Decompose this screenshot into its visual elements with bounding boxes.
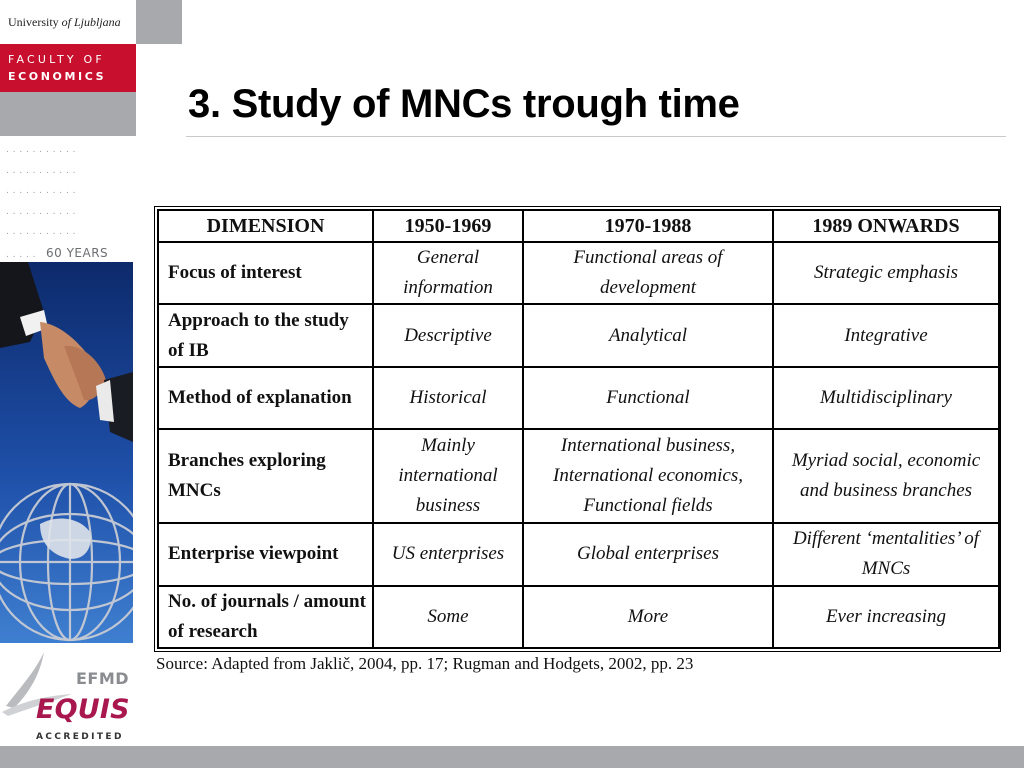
row-dimension: Approach to the study of IB (158, 304, 373, 366)
row-cell: Myriad social, economic and business branches (773, 429, 999, 523)
handshake-globe-image (0, 262, 133, 643)
header-grey-tab (136, 0, 182, 44)
source-citation: Source: Adapted from Jaklič, 2004, pp. 17; Rugman and Hodgets, 2002, pp. 23 (156, 654, 694, 673)
equis-label: EQUIS (36, 694, 130, 725)
comparison-table (154, 206, 1001, 652)
dot-row: ........... (6, 165, 80, 176)
table-row (158, 242, 999, 304)
row-cell: Integrative (773, 304, 999, 366)
row-cell: Functional areas of development (523, 242, 773, 304)
anniversary-row (6, 243, 136, 264)
row-cell: Different ‘mentalities’ of MNCs (773, 523, 999, 585)
footer-bar (0, 746, 1024, 768)
university-logo (0, 0, 136, 44)
row-dimension: Method of explanation (158, 367, 373, 429)
row-dimension: Branches exploring MNCs (158, 429, 373, 523)
row-cell: International business, International economics, Functional fields (523, 429, 773, 523)
row-cell: Analytical (523, 304, 773, 366)
table-row (158, 523, 999, 585)
dot-row-short: ..... (6, 249, 40, 260)
row-cell: General information (373, 242, 523, 304)
row-cell: Functional (523, 367, 773, 429)
dot-row: ........... (6, 227, 80, 237)
table-row (158, 586, 999, 649)
row-cell: US enterprises (373, 523, 523, 585)
dot-row: ........... (6, 206, 80, 217)
header-period-3: 1989 ONWARDS (773, 210, 999, 242)
efmd-equis-accreditation-logo (0, 648, 136, 748)
mnc-study-table (157, 209, 1000, 649)
accredited-label: ACCREDITED (36, 732, 124, 742)
row-cell: More (523, 586, 773, 649)
row-dimension: Enterprise viewpoint (158, 523, 373, 585)
handshake-globe-illustration (0, 262, 133, 643)
row-cell: Ever increasing (773, 586, 999, 649)
faculty-line-2: ECONOMICS (8, 70, 107, 83)
row-cell: Mainly international business (373, 429, 523, 523)
university-name: of Ljubljana (61, 15, 121, 29)
header-dimension: DIMENSION (158, 210, 373, 242)
anniversary-label: 60 YEARS (45, 245, 109, 260)
row-dimension: Focus of interest (158, 242, 373, 304)
anniversary-dots (6, 140, 136, 260)
branding-grey-block (0, 92, 136, 136)
faculty-line-1: FACULTY OF (8, 53, 105, 66)
row-cell: Historical (373, 367, 523, 429)
row-cell: Descriptive (373, 304, 523, 366)
table-row (158, 429, 999, 523)
table-row (158, 304, 999, 366)
slide-title: 3. Study of MNCs trough time (188, 82, 740, 126)
table-header-row (158, 210, 999, 242)
dot-row: ........... (6, 186, 80, 196)
row-cell: Multidisciplinary (773, 367, 999, 429)
row-dimension: No. of journals / amount of research (158, 586, 373, 649)
table-row (158, 367, 999, 429)
header-period-1: 1950-1969 (373, 210, 523, 242)
efmd-label: EFMD (76, 669, 130, 688)
dot-row: ........... (6, 145, 80, 155)
row-cell: Some (373, 586, 523, 649)
row-cell: Global enterprises (523, 523, 773, 585)
university-prefix: University (8, 15, 59, 29)
header-period-2: 1970-1988 (523, 210, 773, 242)
faculty-logo (0, 44, 136, 92)
row-cell: Strategic emphasis (773, 242, 999, 304)
title-divider (186, 136, 1006, 137)
